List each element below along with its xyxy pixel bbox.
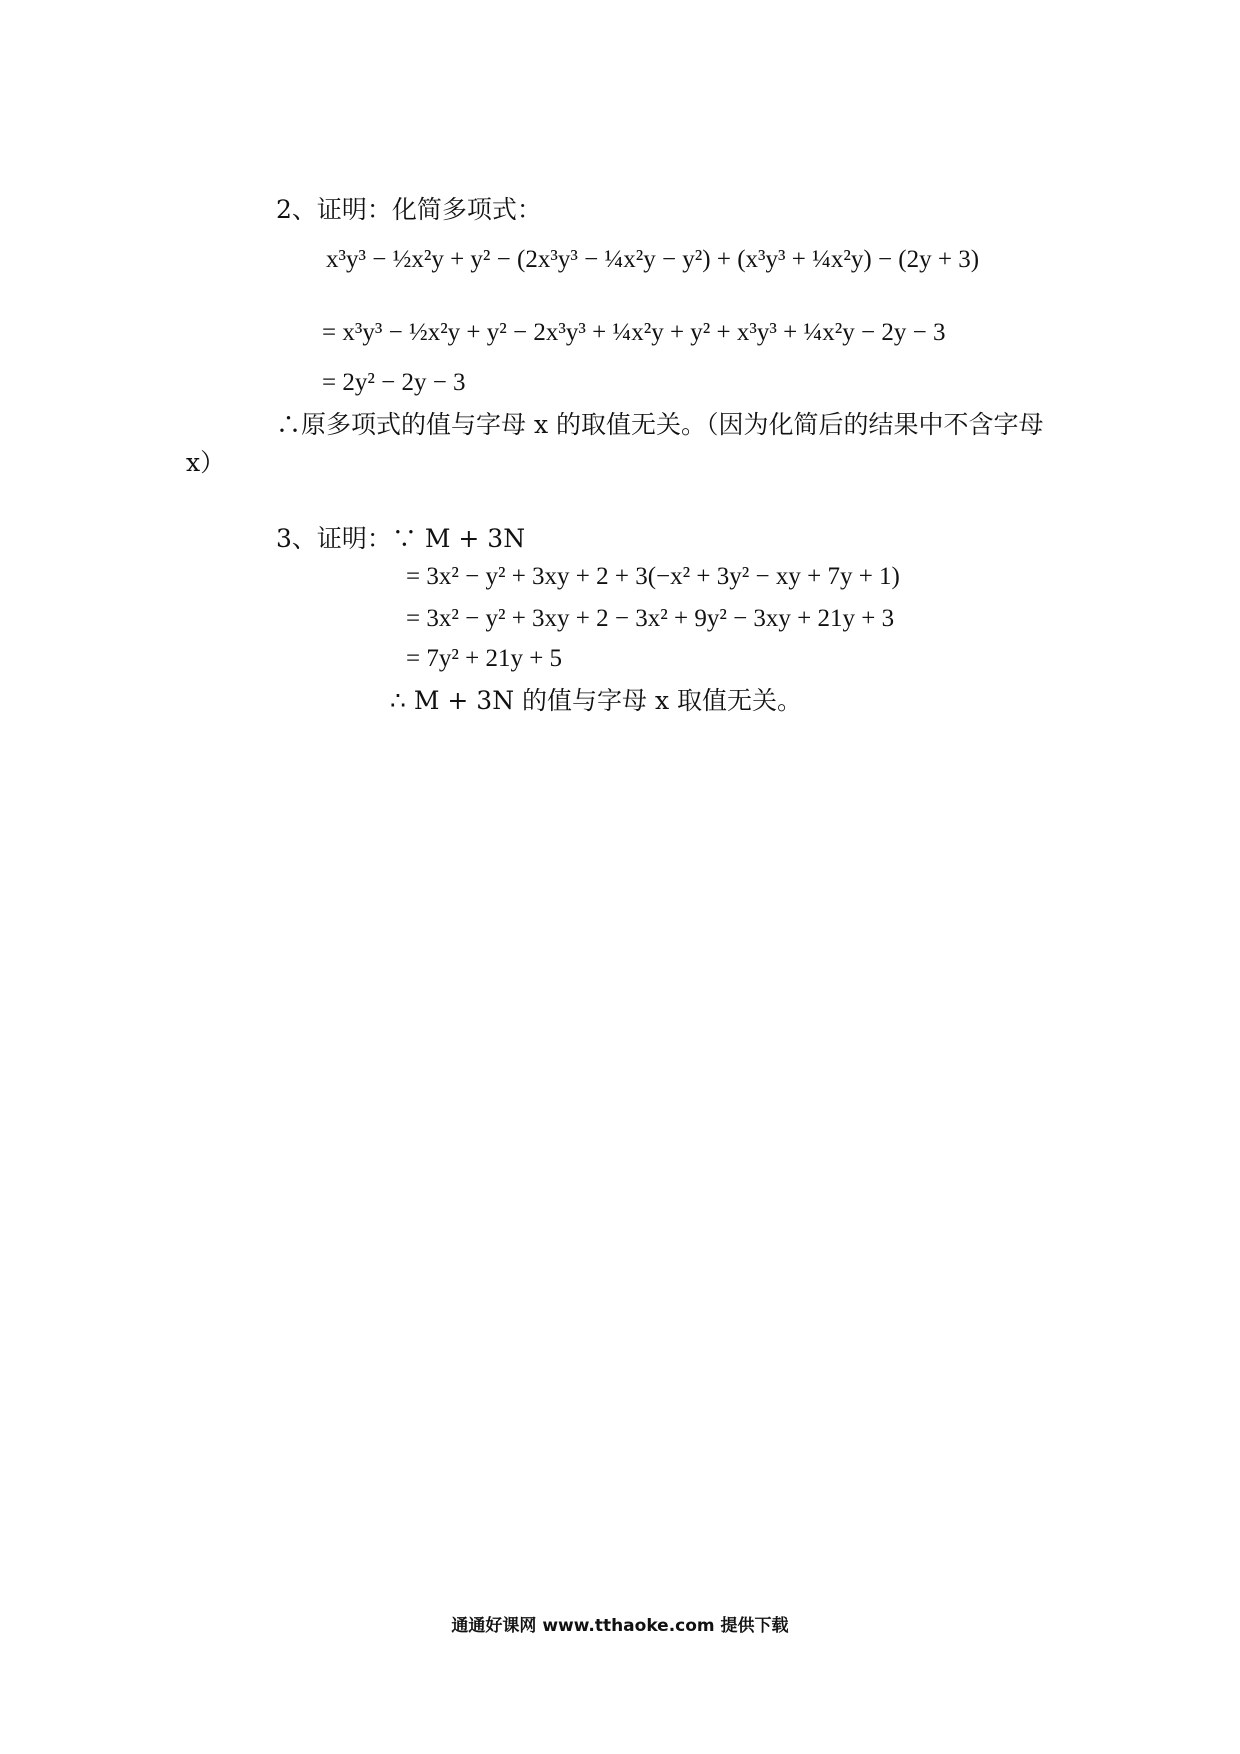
page-footer: 通通好课网 www.tthaoke.com 提供下载 bbox=[451, 1616, 789, 1636]
section3-expression-line2 bbox=[406, 602, 894, 636]
section3-expression-line1-text: = 3x² − y² + 3xy + 2 + 3(−x² + 3y² − xy + 7y + 1) bbox=[406, 563, 900, 590]
section2-expression-line1 bbox=[326, 243, 979, 277]
section3-expression-line1 bbox=[406, 560, 900, 594]
section2-heading: 2、证明：化简多项式： bbox=[276, 195, 542, 224]
section3-heading: 3、证明：∵ M + 3N bbox=[276, 524, 526, 553]
section2-conclusion-wrap: x） bbox=[186, 448, 226, 477]
section3-expression-line3-text: = 7y² + 21y + 5 bbox=[406, 645, 563, 672]
section3-expression-line2-text: = 3x² − y² + 3xy + 2 − 3x² + 9y² − 3xy + 21y + 3 bbox=[406, 605, 895, 632]
section2-conclusion: ∴原多项式的值与字母 x 的取值无关。（因为化简后的结果中不含字母 bbox=[276, 410, 1044, 439]
section2-expression-line1-text: x³y³ − ½x²y + y² − (2x³y³ − ¼x²y − y²) + (x³y³ + ¼x²y) − (2y + 3) bbox=[326, 246, 980, 273]
section2-expression-line2 bbox=[322, 316, 945, 350]
section3-conclusion: ∴ M + 3N 的值与字母 x 取值无关。 bbox=[390, 686, 803, 715]
section2-expression-line3-text: = 2y² − 2y − 3 bbox=[322, 369, 466, 396]
section2-expression-line2-text: = x³y³ − ½x²y + y² − 2x³y³ + ¼x²y + y² + x³y³ + ¼x²y − 2y − 3 bbox=[322, 319, 946, 346]
section2-expression-line3 bbox=[322, 366, 466, 400]
section3-expression-line3 bbox=[406, 642, 562, 676]
